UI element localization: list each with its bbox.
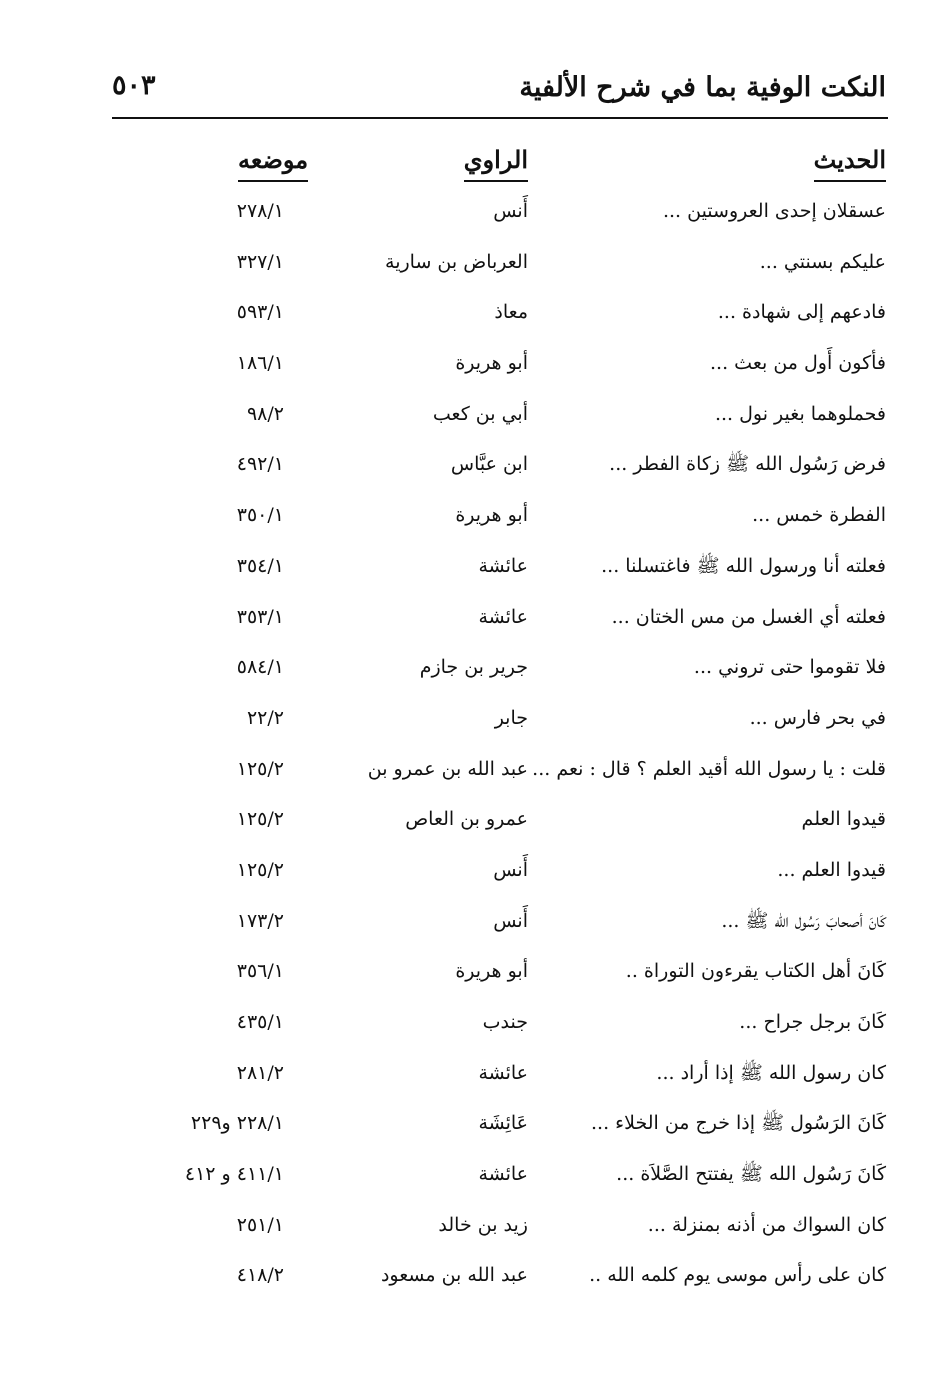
narrator-name: ابن عبَّاس xyxy=(450,453,528,476)
narrator-name: أبو هريرة xyxy=(455,352,528,375)
table-row xyxy=(0,898,944,949)
table-row xyxy=(0,594,944,645)
book-title: النكت الوفية بما في شرح الألفية xyxy=(519,72,886,103)
volume-page-ref: ٣٥٠/١ xyxy=(236,504,284,527)
volume-page-ref: ٢٢٨/١ و٢٢٩ xyxy=(190,1112,284,1135)
narrator-name: معاذ xyxy=(494,301,528,324)
narrator-name: عائشة xyxy=(478,605,528,628)
volume-page-ref: ١٧٣/٢ xyxy=(236,909,284,932)
hadith-text: كَانَ برجل جراح ... xyxy=(739,1011,886,1033)
table-row xyxy=(0,239,944,290)
volume-page-ref: ٣٢٧/١ xyxy=(236,250,284,273)
hadith-text: عليكم بسنتي ... xyxy=(759,250,886,273)
narrator-name: عَائِشَة xyxy=(478,1112,528,1135)
table-row xyxy=(0,644,944,695)
volume-page-ref: ٥٩٣/١ xyxy=(236,301,284,324)
hadith-text: كَانَ أهل الكتاب يقرءون التوراة .. xyxy=(625,960,886,983)
page-number: ٥٠٣ xyxy=(112,70,156,101)
volume-page-ref: ٣٥٤/١ xyxy=(236,554,284,577)
hadith-text: فادعهم إلى شهادة ... xyxy=(717,301,886,324)
volume-page-ref: ٤١١/١ و ٤١٢ xyxy=(184,1163,284,1186)
hadith-text: عسقلان إحدى العروستين ... xyxy=(662,200,886,222)
narrator-name: أبو هريرة xyxy=(455,504,528,527)
hadith-text: كان على رأس موسى يوم كلمه الله .. xyxy=(589,1264,886,1287)
hadith-text: كان رسول الله ﷺ إذا أراد ... xyxy=(656,1061,886,1084)
table-row xyxy=(0,746,944,797)
table-row xyxy=(0,796,944,847)
volume-page-ref: ٩٨/٢ xyxy=(246,402,284,425)
table-row xyxy=(0,1151,944,1202)
narrator-name: أَنس xyxy=(493,909,528,932)
table-row xyxy=(0,1252,944,1303)
volume-page-ref: ٥٨٤/١ xyxy=(236,656,284,679)
table-row xyxy=(0,1100,944,1151)
table-row xyxy=(0,391,944,442)
narrator-name: عبد الله بن عمرو بن xyxy=(367,757,528,780)
narrator-name: جابر xyxy=(494,706,528,729)
table-row xyxy=(0,441,944,492)
hadith-text: فعلته أي الغسل من مس الختان ... xyxy=(611,605,886,628)
narrator-name: عائشة xyxy=(478,554,528,577)
table-row xyxy=(0,289,944,340)
table-row xyxy=(0,543,944,594)
hadith-text: كَانَ الرَسُول ﷺ إذا خرج من الخلاء ... xyxy=(591,1112,886,1135)
table-row xyxy=(0,1050,944,1101)
hadith-text: فحملوهما بغير نول ... xyxy=(714,402,886,425)
volume-page-ref: ٢٧٨/١ xyxy=(236,200,284,222)
hadith-text: في بحر فارس ... xyxy=(749,706,886,729)
volume-page-ref: ٤١٨/٢ xyxy=(236,1264,284,1287)
hadith-text: كَانَ رَسُول الله ﷺ يفتتح الصَّلاَة ... xyxy=(616,1163,886,1186)
volume-page-ref: ١٢٥/٢ xyxy=(236,808,284,831)
narrator-name: أبي بن كعب xyxy=(432,402,528,425)
table-row xyxy=(0,999,944,1050)
volume-page-ref: ٣٥٣/١ xyxy=(236,605,284,628)
volume-page-ref: ٤٩٢/١ xyxy=(236,453,284,476)
volume-page-ref: ١٢٥/٢ xyxy=(236,757,284,780)
volume-page-ref: ٤٣٥/١ xyxy=(236,1011,284,1033)
header-divider xyxy=(112,117,888,119)
hadith-text: فرض رَسُول الله ﷺ زكاة الفطر ... xyxy=(609,453,886,476)
table-row xyxy=(0,340,944,391)
narrator-name: أبو هريرة xyxy=(455,960,528,983)
volume-page-ref: ٢٥١/١ xyxy=(236,1213,284,1236)
hadith-text: كان السواك من أذنه بمنزلة ... xyxy=(647,1213,886,1236)
table-row xyxy=(0,948,944,999)
table-row xyxy=(0,695,944,746)
narrator-name: جندب xyxy=(482,1011,528,1033)
hadith-text: فلا تقوموا حتى تروني ... xyxy=(693,656,886,679)
column-header-narrator: الراوي xyxy=(464,145,528,182)
volume-page-ref: ٢٨١/٢ xyxy=(236,1061,284,1084)
volume-page-ref: ٢٢/٢ xyxy=(246,706,284,729)
table-row xyxy=(0,1202,944,1253)
column-header-hadith: الحديث xyxy=(814,145,886,182)
hadith-text: قلت : يا رسول الله أقيد العلم ؟ قال : نعم ... xyxy=(532,757,886,780)
narrator-name: زيد بن خالد xyxy=(438,1213,528,1236)
narrator-name: جرير بن جازم xyxy=(419,656,528,679)
volume-page-ref: ١٢٥/٢ xyxy=(236,858,284,881)
narrator-name: العرباض بن سارية xyxy=(385,250,528,273)
hadith-text: الفطرة خمس ... xyxy=(752,504,886,527)
volume-page-ref: ٣٥٦/١ xyxy=(236,960,284,983)
narrator-name: عمرو بن العاص xyxy=(405,808,528,831)
hadith-text: قيدوا العلم ... xyxy=(777,858,886,881)
narrator-name: عائشة xyxy=(478,1061,528,1084)
table-row xyxy=(0,188,944,239)
volume-page-ref: ١٨٦/١ xyxy=(236,352,284,375)
narrator-name: عبد الله بن مسعود xyxy=(380,1264,528,1287)
narrator-name: أَنس xyxy=(493,858,528,881)
narrator-name: أَنس xyxy=(493,200,528,222)
column-header-location: موضعه xyxy=(238,145,308,182)
table-row xyxy=(0,847,944,898)
table-row xyxy=(0,492,944,543)
hadith-index-table xyxy=(0,188,944,1303)
hadith-text: فأكون أَول من بعث ... xyxy=(710,352,886,375)
hadith-text: قيدوا العلم xyxy=(801,808,886,831)
narrator-name: عائشة xyxy=(478,1163,528,1186)
hadith-text: فعلته أنا ورسول الله ﷺ فاغتسلنا ... xyxy=(601,554,886,577)
hadith-text: كَانَ أصحابَ رَسُول الله ﷺ ... xyxy=(721,909,886,932)
